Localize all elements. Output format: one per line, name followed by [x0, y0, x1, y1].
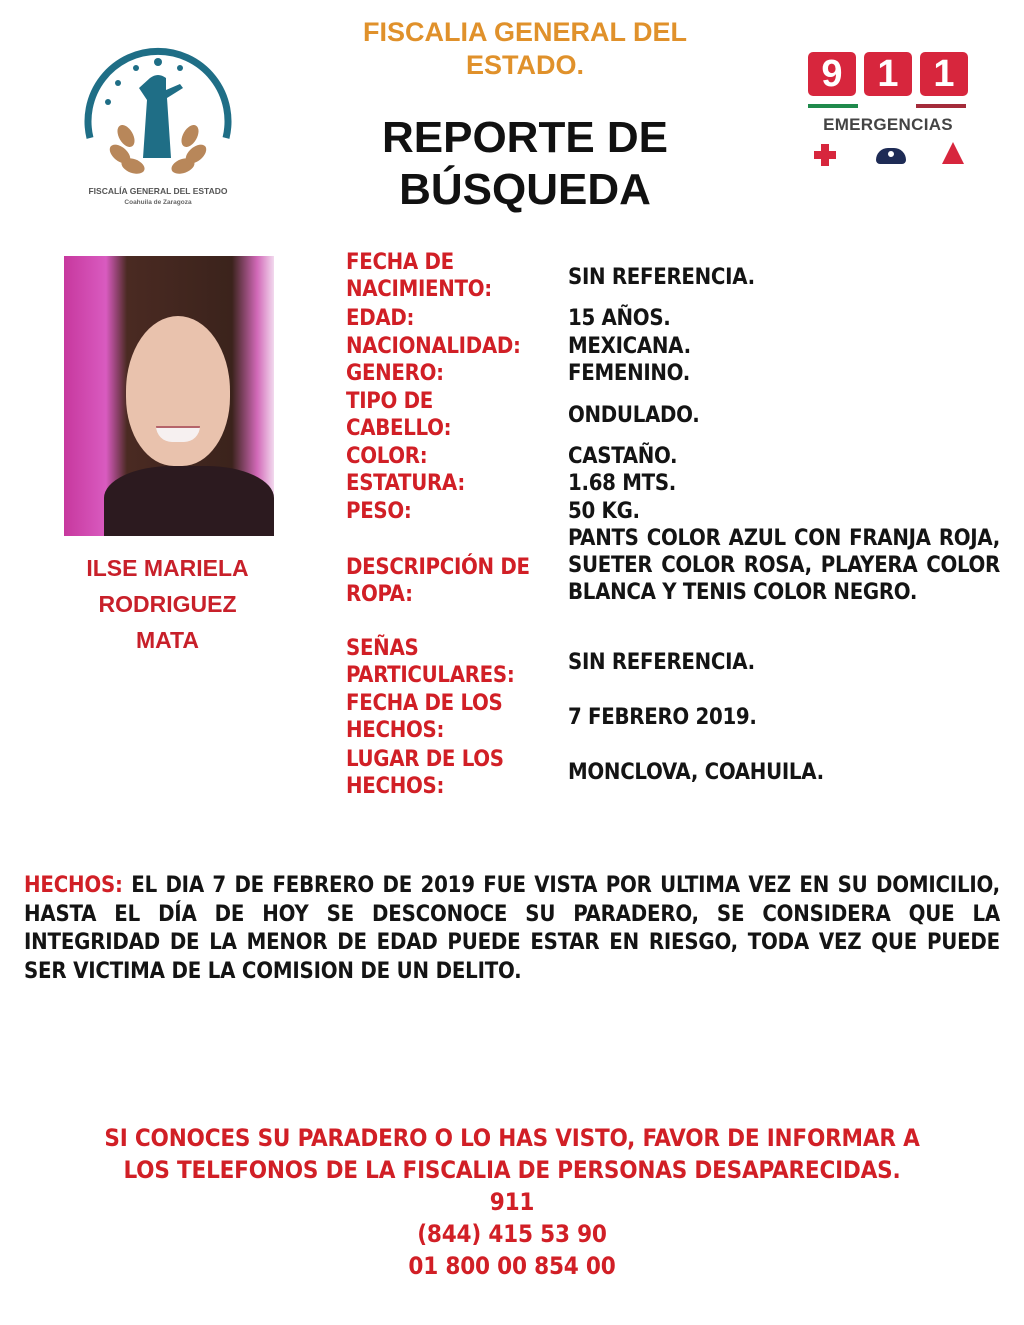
field-label-nationality: NACIONALIDAD: — [346, 334, 521, 359]
field-label-weight: PESO: — [346, 499, 412, 524]
organization-title-line1: FISCALIA GENERAL DEL — [362, 17, 687, 47]
field-value-weight: 50 KG. — [568, 499, 640, 524]
field-label-hair-color: COLOR: — [346, 444, 428, 469]
document-title-line2: BÚSQUEDA — [399, 165, 651, 214]
field-value-hair-type: ONDULADO. — [568, 403, 700, 428]
document-title-line1: REPORTE DE — [381, 113, 669, 162]
field-value-age: 15 AÑOS. — [568, 306, 671, 331]
missing-person-photo — [64, 256, 274, 536]
phone-fiscalia: (844) 415 53 90 — [417, 1220, 607, 1248]
call-to-action — [20, 1122, 1004, 1282]
field-label-event-place: LUGAR DE LOS HECHOS: — [346, 747, 504, 799]
fire-icon — [942, 142, 964, 164]
cta-line1: SI CONOCES SU PARADERO O LO HAS VISTO, FAVOR DE INFORMAR A — [104, 1124, 920, 1152]
svg-text:FISCALÍA GENERAL DEL ESTADO: FISCALÍA GENERAL DEL ESTADO — [88, 186, 228, 196]
cta-line2: LOS TELEFONOS DE LA FISCALIA DE PERSONAS DESAPARECIDAS. — [123, 1156, 901, 1184]
field-value-event-date: 7 FEBRERO 2019. — [568, 705, 757, 730]
phone-toll-free: 01 800 00 854 00 — [408, 1252, 616, 1280]
field-label-birthdate: FECHA DE NACIMIENTO: — [346, 250, 492, 302]
facts-text: EL DIA 7 DE FEBRERO DE 2019 FUE VISTA POR ULTIMA VEZ EN SU DOMICILIO, HASTA EL DÍA DE HOY SE DESCONOCE SU PARADERO, SE CONSIDERA QUE LA INTEGRIDAD DE LA MENOR DE EDAD PUEDE ESTAR EN RIESGO, TODA VEZ QUE PUEDE SER VICTIMA DE LA COMISION DE UN DELITO. — [24, 873, 1000, 984]
digit-1: 1 — [864, 52, 912, 96]
police-cap-icon — [876, 148, 906, 164]
field-label-height: ESTATURA: — [346, 471, 465, 496]
document-title — [330, 112, 720, 216]
svg-text:Coahuila de Zaragoza: Coahuila de Zaragoza — [124, 199, 192, 206]
person-name-line2: RODRIGUEZ — [98, 591, 237, 617]
field-label-age: EDAD: — [346, 306, 415, 331]
emergencias-label: EMERGENCIAS — [823, 115, 953, 134]
field-value-hair-color: CASTAÑO. — [568, 444, 678, 469]
field-label-hair-type: TIPO DE CABELLO: — [346, 389, 452, 441]
field-value-event-place: MONCLOVA, COAHUILA. — [568, 760, 824, 785]
red-cross-icon — [814, 144, 836, 166]
person-name-line3: MATA — [135, 627, 199, 653]
justice-statue-icon — [78, 38, 238, 208]
field-value-distinguishing-marks: SIN REFERENCIA. — [568, 650, 755, 675]
field-label-distinguishing-marks: SEÑAS PARTICULARES: — [346, 636, 515, 688]
facts-paragraph — [24, 872, 1000, 986]
digit-1b: 1 — [920, 52, 968, 96]
field-label-gender: GENERO: — [346, 361, 444, 386]
field-label-event-date: FECHA DE LOS HECHOS: — [346, 691, 503, 743]
digit-9: 9 — [808, 52, 856, 96]
fiscalia-logo — [78, 38, 238, 208]
facts-label: HECHOS: — [24, 873, 123, 898]
field-label-clothing: DESCRIPCIÓN DE ROPA: — [346, 555, 530, 607]
field-value-clothing: PANTS COLOR AZUL CON FRANJA ROJA, SUETER COLOR ROSA, PLAYERA COLOR BLANCA Y TENIS COLOR NEGRO. — [568, 526, 1000, 605]
organization-title — [330, 16, 720, 82]
flag-red-stripe — [916, 104, 966, 108]
flag-green-stripe — [808, 104, 858, 108]
phone-911: 911 — [489, 1188, 535, 1216]
field-value-birthdate: SIN REFERENCIA. — [568, 265, 755, 290]
field-value-gender: FEMENINO. — [568, 361, 690, 386]
person-name-line1: ILSE MARIELA — [86, 555, 249, 581]
person-name — [60, 550, 275, 658]
field-value-nationality: MEXICANA. — [568, 334, 691, 359]
field-value-height: 1.68 MTS. — [568, 471, 676, 496]
organization-title-line2: ESTADO. — [465, 50, 584, 80]
emergency-911-logo — [806, 52, 970, 172]
